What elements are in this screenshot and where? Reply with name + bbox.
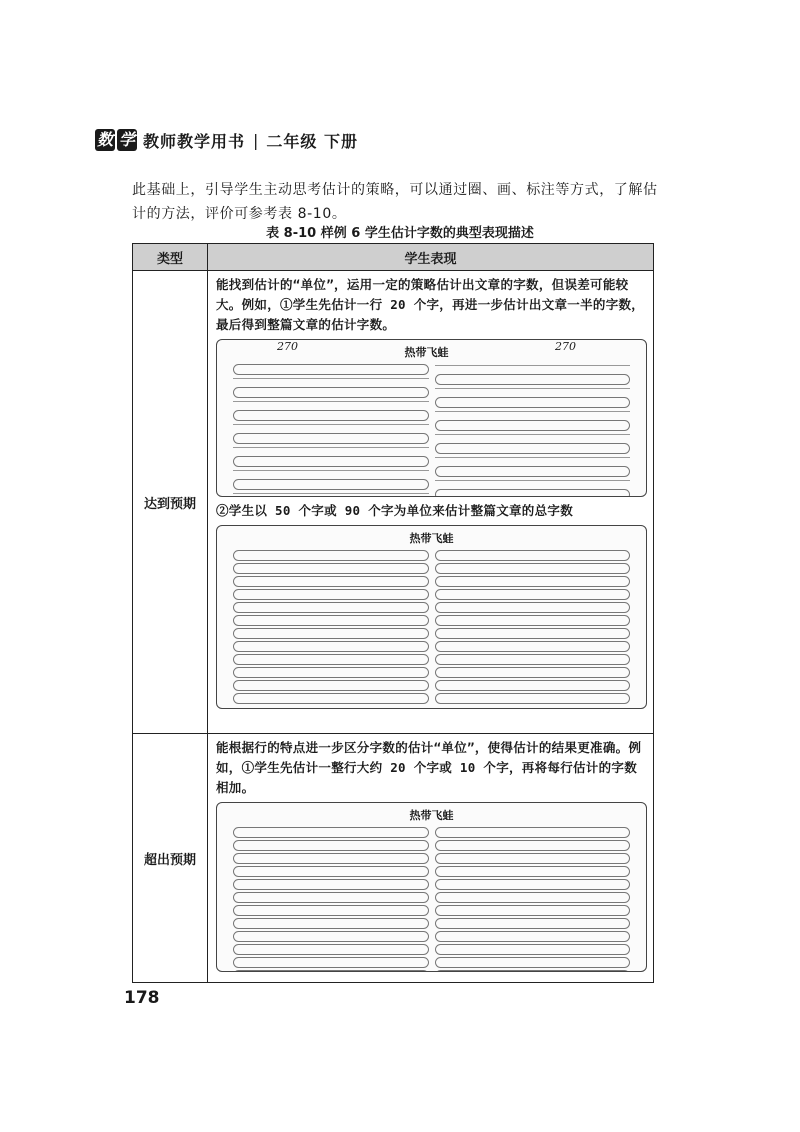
intro-paragraph: 此基础上，引导学生主动思考估计的策略，可以通过圈、画、标注等方式，了解估计的方法，评价可参考表 8-10。 xyxy=(132,182,658,222)
scan-column-right xyxy=(435,548,631,704)
student-work-image xyxy=(216,339,647,497)
performance-text: 能根据行的特点进一步区分字数的估计“单位”，使得估计的结果更准确。例如，①学生先估计一整行大约 20 个字或 10 个字，再将每行估计的字数相加。 xyxy=(216,740,642,795)
series-title: 教师教学用书 xyxy=(143,131,246,151)
header-type: 类型 xyxy=(133,244,208,271)
table-header-row xyxy=(133,244,654,271)
row-type-meets: 达到预期 xyxy=(133,271,208,734)
running-header xyxy=(95,128,358,152)
handwritten-note: 270 xyxy=(555,340,576,353)
scan-title: 热带飞蛙 xyxy=(404,346,449,359)
header-performance: 学生表现 xyxy=(208,244,654,271)
table-row xyxy=(133,271,654,734)
student-work-image xyxy=(216,525,647,709)
page-number: 178 xyxy=(124,988,160,1008)
evaluation-table xyxy=(132,243,654,983)
header-separator: | xyxy=(253,130,259,150)
row-performance-exceeds xyxy=(208,734,654,983)
row-performance-meets xyxy=(208,271,654,734)
scan-text-columns xyxy=(217,360,646,497)
scan-column-left xyxy=(233,825,429,972)
scan-text-columns xyxy=(217,823,646,972)
handwritten-note: 270 xyxy=(277,340,298,353)
scan-column-right xyxy=(435,362,631,497)
logo-char: 学 xyxy=(118,130,135,149)
scan-column-left xyxy=(233,362,429,497)
performance-text: ②学生以 50 个字或 90 个字为单位来估计整篇文章的总字数 xyxy=(216,503,574,518)
scan-column-right xyxy=(435,825,631,972)
row-type-exceeds: 超出预期 xyxy=(133,734,208,983)
table-row xyxy=(133,734,654,983)
scan-column-left xyxy=(233,548,429,704)
book-logo xyxy=(95,129,139,151)
scan-title: 热带飞蛙 xyxy=(409,809,454,822)
grade-label: 二年级 下册 xyxy=(266,131,358,151)
scan-text-columns xyxy=(217,546,646,706)
table-caption: 表 8-10 样例 6 学生估计字数的典型表现描述 xyxy=(266,226,534,241)
performance-text: 能找到估计的“单位”，运用一定的策略估计出文章的字数，但误差可能较大。例如，①学生先估计一行 20 个字，再进一步估计出文章一半的字数，最后得到整篇文章的估计字数。 xyxy=(216,277,645,332)
logo-char: 数 xyxy=(96,130,113,149)
student-work-image xyxy=(216,802,647,972)
scan-title: 热带飞蛙 xyxy=(409,532,454,545)
